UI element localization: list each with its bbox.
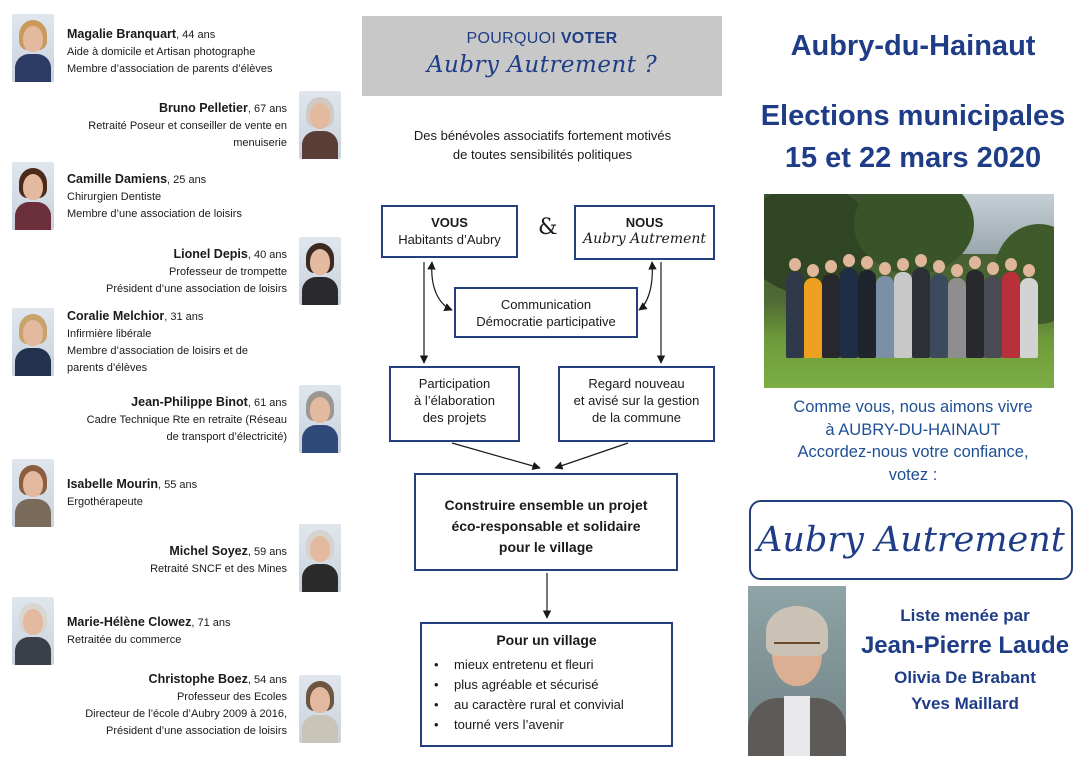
list-item: • plus agréable et sécurisé xyxy=(430,675,671,695)
candidate-desc: Professeur des Ecoles xyxy=(176,691,287,703)
intro-line: Des bénévoles associatifs fortement motivés xyxy=(413,128,672,143)
candidate-name: Isabelle Mourin xyxy=(67,477,158,491)
candidate-desc: Président d’une association de loisirs xyxy=(106,725,287,737)
nous-sub: Aubry Autrement xyxy=(582,231,707,247)
candidate-desc: Directeur de l’école d’Aubry 2009 à 2016, xyxy=(85,708,287,720)
why-vote-title-box xyxy=(362,16,722,96)
participation-box xyxy=(389,366,520,442)
candidate-desc: de transport d’électricité) xyxy=(166,431,287,443)
slogan-line: à AUBRY-DU-HAINAUT xyxy=(825,420,1001,439)
candidate-name: Coralie Melchior xyxy=(67,309,165,323)
candidate-name: Michel Soyez xyxy=(169,544,248,558)
candidate-age: , 44 ans xyxy=(176,29,216,41)
candidate-name: Jean-Philippe Binot xyxy=(131,395,248,409)
regard-line: de la commune xyxy=(592,410,681,425)
candidate-desc: Professeur de trompette xyxy=(168,266,287,278)
regard-line: et avisé sur la gestion xyxy=(573,393,700,408)
vous-title: VOUS xyxy=(431,215,468,230)
ampersand: & xyxy=(538,215,558,240)
candidate-lionel xyxy=(20,246,287,298)
candidate-jean-philippe xyxy=(20,394,287,446)
intro-line: de toutes sensibilités politiques xyxy=(452,147,633,162)
candidate-name: Magalie Branquart xyxy=(67,27,177,41)
candidate-desc: Infirmière libérale xyxy=(67,328,152,340)
why-vote-bold: VOTER xyxy=(560,30,618,47)
candidate-desc: menuiserie xyxy=(233,137,287,149)
construire-line: Construire ensemble un projet xyxy=(444,497,648,513)
group-photo xyxy=(764,194,1054,388)
why-vote-heading xyxy=(362,30,722,48)
candidate-isabelle xyxy=(67,476,337,511)
leader-photo xyxy=(748,586,846,756)
candidate-photo-coralie xyxy=(12,308,54,376)
candidate-name: Christophe Boez xyxy=(148,672,248,686)
candidate-photo-christophe xyxy=(299,675,341,743)
candidate-michel xyxy=(20,543,287,578)
why-vote-script: Aubry Autrement ? xyxy=(426,52,658,78)
candidate-desc: Retraité SNCF et des Mines xyxy=(150,563,287,575)
candidate-photo-jean-philippe xyxy=(299,385,341,453)
arrow-nous-communication xyxy=(639,262,652,310)
candidate-age: , 67 ans xyxy=(247,103,287,115)
candidate-camille xyxy=(67,171,337,223)
candidate-photo-lionel xyxy=(299,237,341,305)
arrow-participation-construire xyxy=(452,443,540,468)
regard-line: Regard nouveau xyxy=(588,376,685,391)
candidate-age: , 54 ans xyxy=(247,674,287,686)
elections-title: Elections municipales xyxy=(760,100,1066,132)
candidate-christophe xyxy=(20,671,287,740)
slogan xyxy=(748,396,1078,486)
candidate-coralie xyxy=(67,308,337,377)
candidate-age: , 40 ans xyxy=(247,249,287,261)
town-title: Aubry-du-Hainaut xyxy=(790,30,1036,62)
candidate-photo-marie-helene xyxy=(12,597,54,665)
candidate-desc: Chirurgien Dentiste xyxy=(67,191,162,203)
communication-box xyxy=(454,287,638,338)
candidate-age: , 71 ans xyxy=(191,617,231,629)
list-item: • tourné vers l’avenir xyxy=(430,715,671,735)
village-list xyxy=(422,655,671,735)
list-item: • au caractère rural et convivial xyxy=(430,695,671,715)
candidate-age: , 55 ans xyxy=(158,479,198,491)
why-vote-pre: POURQUOI xyxy=(466,30,561,47)
participation-line: à l’élaboration xyxy=(414,393,495,408)
candidate-photo-isabelle xyxy=(12,459,54,527)
co-leader-2: Yves Maillard xyxy=(911,694,1019,713)
nous-box xyxy=(574,205,715,260)
construire-line: éco-responsable et solidaire xyxy=(451,518,641,534)
communication-line: Démocratie participative xyxy=(476,314,616,329)
aubry-autrement-logo: Aubry Autrement xyxy=(749,500,1073,580)
slogan-line: votez : xyxy=(888,465,938,484)
list-item: • mieux entretenu et fleuri xyxy=(430,655,671,675)
candidate-desc: Retraitée du commerce xyxy=(67,634,182,646)
construire-box xyxy=(414,473,678,571)
candidate-desc: Membre d’une association de loisirs xyxy=(67,208,242,220)
candidate-photo-bruno xyxy=(299,91,341,159)
candidate-magalie xyxy=(67,26,337,78)
leader-name: Jean-Pierre Laude xyxy=(860,632,1070,659)
elections-dates: 15 et 22 mars 2020 xyxy=(784,142,1042,174)
arrow-vous-communication xyxy=(432,262,452,310)
slogan-line: Accordez-nous votre confiance, xyxy=(797,443,1029,461)
candidate-photo-camille xyxy=(12,162,54,230)
regard-box xyxy=(558,366,715,442)
candidate-desc: Retraité Poseur et conseiller de vente en xyxy=(88,120,287,132)
candidate-name: Bruno Pelletier xyxy=(158,101,248,115)
participation-line: des projets xyxy=(422,410,487,425)
candidate-bruno xyxy=(20,100,287,152)
candidate-age: , 31 ans xyxy=(164,311,204,323)
candidate-desc: Membre d’association de parents d’élèves xyxy=(67,63,273,75)
candidate-name: Marie-Hélène Clowez xyxy=(67,615,192,629)
construire-line: pour le village xyxy=(498,539,594,555)
candidate-desc: Président d’une association de loisirs xyxy=(106,283,287,295)
candidate-photo-magalie xyxy=(12,14,54,82)
candidate-marie-helene xyxy=(67,614,337,649)
participation-line: Participation xyxy=(418,376,491,391)
village-title: Pour un village xyxy=(496,632,597,648)
village-box xyxy=(420,622,673,747)
candidate-age: , 61 ans xyxy=(247,397,287,409)
communication-line: Communication xyxy=(500,297,592,312)
candidate-desc: Membre d’association de loisirs et de xyxy=(67,345,248,357)
vous-box xyxy=(381,205,518,258)
vous-sub: Habitants d’Aubry xyxy=(398,232,501,247)
slogan-line: Comme vous, nous aimons vivre xyxy=(793,398,1033,416)
candidate-name: Lionel Depis xyxy=(173,247,248,261)
candidate-desc: parents d’élèves xyxy=(67,362,148,374)
co-leader-1: Olivia De Brabant xyxy=(894,668,1036,687)
candidate-desc: Cadre Technique Rte en retraite (Réseau xyxy=(86,414,287,426)
candidate-desc: Ergothérapeute xyxy=(67,496,143,508)
intro-text xyxy=(380,126,705,164)
list-label: Liste menée par xyxy=(900,606,1030,625)
candidate-desc: Aide à domicile et Artisan photographe xyxy=(67,46,256,58)
candidate-age: , 59 ans xyxy=(247,546,287,558)
candidate-age: , 25 ans xyxy=(167,174,207,186)
nous-title: NOUS xyxy=(625,215,664,230)
arrow-regard-construire xyxy=(555,443,628,468)
candidate-name: Camille Damiens xyxy=(67,172,168,186)
candidate-photo-michel xyxy=(299,524,341,592)
